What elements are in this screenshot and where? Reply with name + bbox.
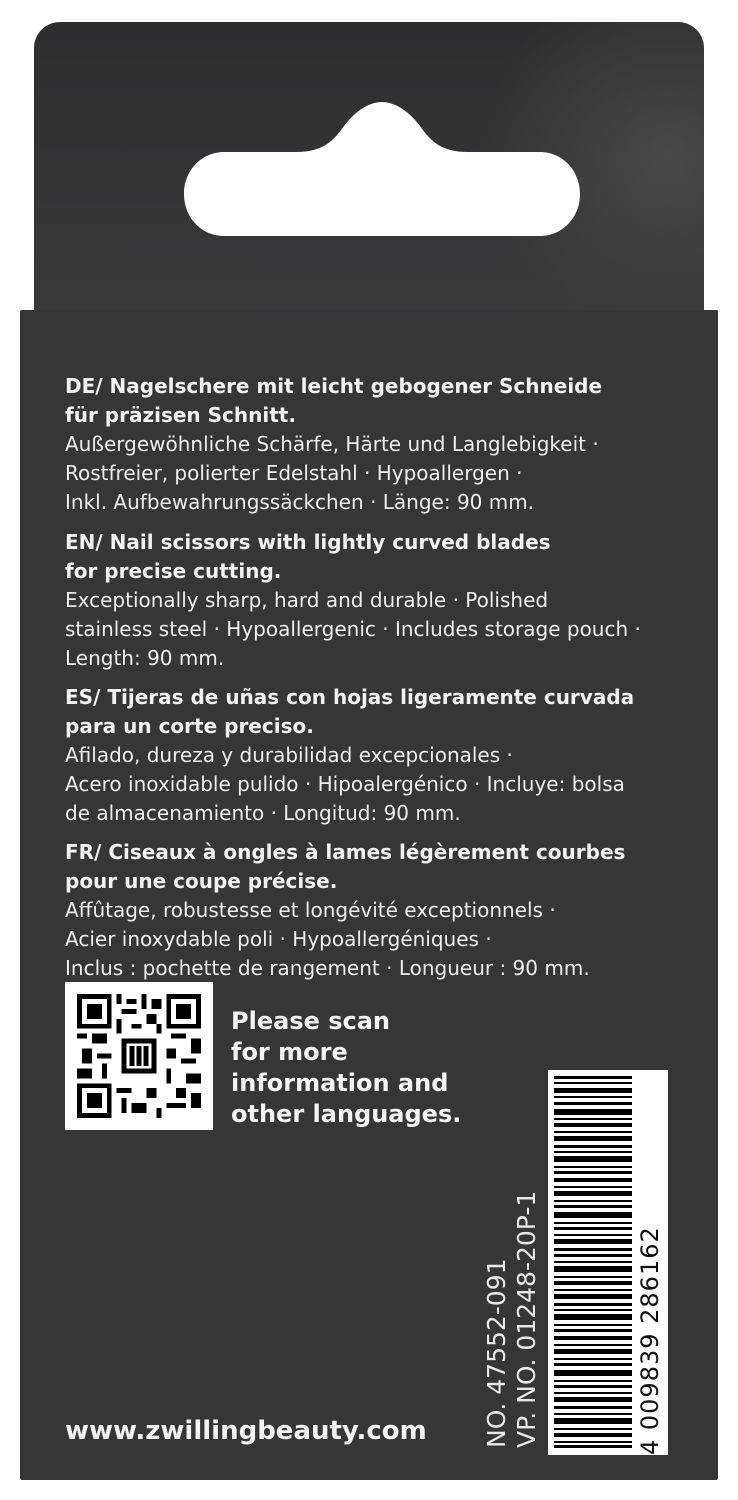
qr-caption: Please scan for more information and other languages. [231,1007,462,1128]
barcode [548,1070,668,1455]
info-card [20,310,718,1480]
section-body: Afilado, dureza y durabilidad excepcionales · Acero inoxidable pulido · Hipoalergénico · Incluye: bolsa de almacenamiento · Longitud: 90 mm. [65,743,625,825]
barcode-number: 4 009839 286162 [636,1226,664,1455]
website-link[interactable]: www.zwillingbeauty.com [65,1416,427,1446]
section-body: Affûtage, robustesse et longévité exceptionnels · Acier inoxydable poli · Hypoallergéniques · Inclus : pochette de rangement · Longueur : 90 mm. [65,898,590,980]
section-heading: ES/ Tijeras de uñas con hojas ligeramente curvada para un corte preciso. [65,685,635,738]
section-en [65,528,685,673]
section-de [65,372,685,517]
section-body: Außergewöhnliche Schärfe, Härte und Langlebigkeit · Rostfreier, polierter Edelstahl · Hypoallergen · Inkl. Aufbewahrungssäckchen · Länge: 90 mm. [65,432,599,514]
section-fr [65,838,685,983]
hang-tab [34,22,704,352]
item-number: NO. 47552-091 [482,1258,511,1448]
section-es [65,683,685,828]
section-heading: FR/ Ciseaux à ongles à lames légèrement courbes pour une coupe précise. [65,840,626,893]
section-body: Exceptionally sharp, hard and durable · Polished stainless steel · Hypoallergenic · Includes storage pouch · Length: 90 mm. [65,588,641,670]
section-heading: EN/ Nail scissors with lightly curved blades for precise cutting. [65,530,551,583]
qr-code-icon [77,994,201,1118]
barcode-bars [554,1076,632,1448]
qr-code[interactable] [65,982,213,1130]
hang-hole-icon [184,102,580,236]
package-back [20,18,718,1480]
product-codes [482,1068,541,1448]
vp-number: VP. NO. 01248-20P-1 [512,1190,541,1448]
section-heading: DE/ Nagelschere mit leicht gebogener Schneide für präzisen Schnitt. [65,374,603,427]
